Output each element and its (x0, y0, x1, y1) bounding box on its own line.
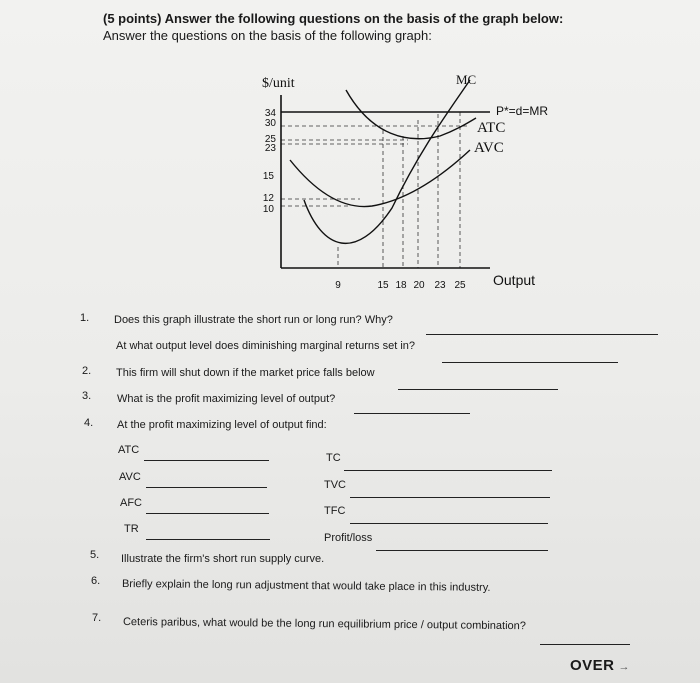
question-text: Briefly explain the long run adjustment that would take place in this industry. (121, 578, 491, 594)
avc-curve (290, 150, 470, 207)
question-text: This firm will shut down if the market price falls below (116, 367, 375, 379)
question-text: What is the profit maximizing level of output? (117, 393, 336, 405)
answer-blank[interactable] (540, 644, 630, 645)
y-tick-10: 10 (262, 204, 274, 215)
question-number: 2. (82, 365, 92, 377)
question-number: 5. (90, 549, 100, 561)
tfc-field-label: TFC (324, 505, 346, 517)
answer-blank[interactable] (442, 362, 618, 363)
tr-answer-blank[interactable] (146, 539, 270, 540)
afc-field-label: AFC (120, 497, 142, 509)
tc-field-label: TC (326, 452, 341, 464)
atc-label: ATC (477, 120, 506, 136)
question-text: At what output level does diminishing marginal returns set in? (116, 340, 415, 352)
question-number: 3. (82, 390, 92, 402)
question-text: Ceteris paribus, what would be the long run equilibrium price / output combination? (122, 616, 526, 633)
x-tick-20: 20 (413, 280, 425, 291)
x-axis-label: Output (493, 272, 536, 288)
profit-loss-field-label: Profit/loss (324, 532, 373, 544)
arrow-right-icon: → (618, 661, 630, 673)
y-tick-12: 12 (262, 193, 274, 204)
answer-blank[interactable] (354, 413, 470, 414)
tfc-answer-blank[interactable] (350, 523, 548, 524)
over-label (570, 657, 630, 674)
mc-label: MC (456, 72, 477, 87)
question-text: At the profit maximizing level of output find: (117, 419, 327, 431)
y-axis-label: $/unit (262, 76, 295, 91)
tvc-field-label: TVC (324, 479, 346, 491)
over-text: OVER (569, 657, 615, 674)
y-tick-23: 23 (264, 143, 276, 154)
x-tick-25: 25 (454, 280, 466, 291)
atc-field-label: ATC (118, 444, 140, 456)
atc-answer-blank[interactable] (144, 460, 269, 461)
atc-curve (346, 90, 476, 139)
question-number: 6. (91, 575, 101, 587)
tr-field-label: TR (124, 523, 139, 535)
y-tick-34: 34 (264, 108, 276, 119)
price-label: P*=d=MR (496, 104, 549, 118)
tvc-answer-blank[interactable] (350, 497, 550, 498)
question-number: 7. (92, 612, 102, 624)
profit-loss-answer-blank[interactable] (376, 550, 548, 551)
question-text: Illustrate the firm's short run supply curve. (121, 553, 325, 565)
avc-label: AVC (474, 140, 504, 156)
mc-curve (304, 80, 470, 243)
y-tick-25: 25 (264, 134, 276, 145)
answer-blank[interactable] (426, 334, 658, 335)
y-tick-15: 15 (262, 171, 274, 182)
page-title: (5 points) Answer the following questions on the basis of the graph below: (103, 11, 564, 26)
y-tick-30: 30 (264, 118, 276, 129)
x-tick-23: 23 (434, 280, 446, 291)
avc-answer-blank[interactable] (146, 487, 267, 488)
afc-answer-blank[interactable] (146, 513, 269, 514)
question-number: 1. (80, 312, 90, 324)
page-subtitle: Answer the questions on the basis of the following graph: (103, 28, 432, 43)
axes (281, 95, 490, 268)
avc-field-label: AVC (119, 471, 141, 483)
x-tick-18: 18 (395, 280, 407, 291)
question-number: 4. (84, 417, 94, 429)
x-tick-9: 9 (335, 280, 341, 291)
x-tick-15: 15 (377, 280, 389, 291)
answer-blank[interactable] (398, 389, 558, 390)
tc-answer-blank[interactable] (344, 470, 552, 471)
cost-curve-graph (0, 0, 700, 300)
question-text: Does this graph illustrate the short run or long run? Why? (114, 314, 393, 326)
